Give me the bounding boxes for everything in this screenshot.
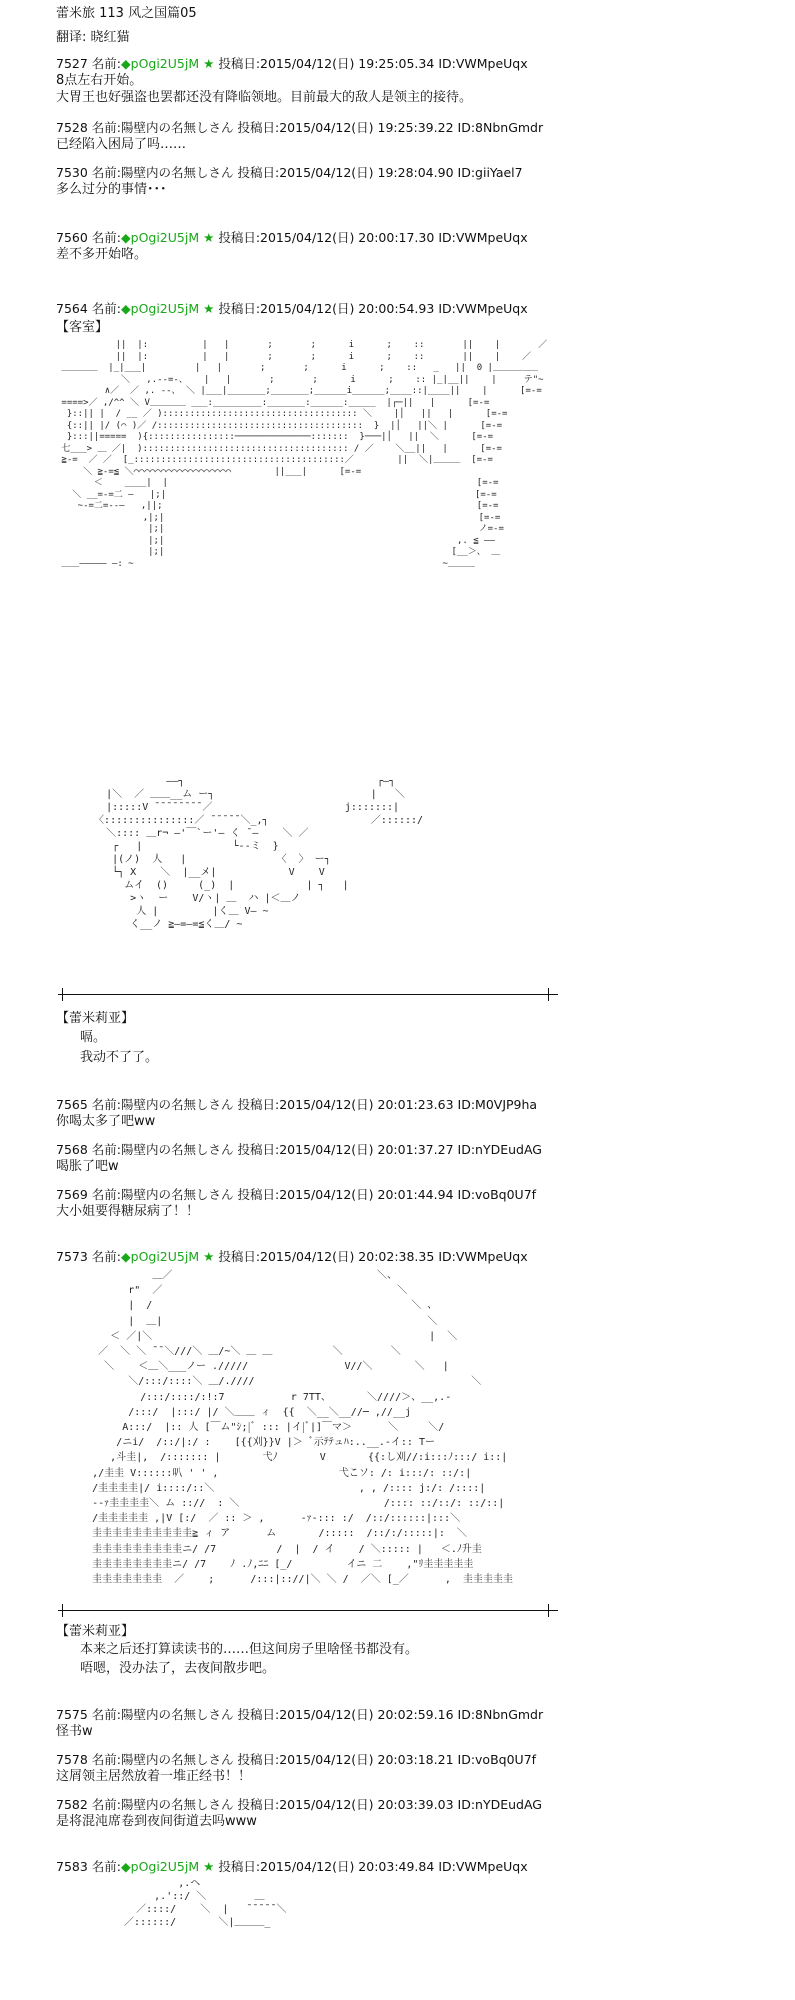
post-date: 投稿日:2015/04/12(日) 20:01:37.27 bbox=[237, 1142, 454, 1157]
post-number: 7573 bbox=[56, 1249, 88, 1264]
post-date: 投稿日:2015/04/12(日) 20:00:17.30 bbox=[218, 230, 435, 245]
divider-line bbox=[58, 1610, 558, 1611]
poster-name: 陽壁内の名無しさん bbox=[121, 165, 234, 180]
post-date: 投稿日:2015/04/12(日) 19:25:05.34 bbox=[218, 56, 435, 71]
post-date: 投稿日:2015/04/12(日) 20:02:59.16 bbox=[237, 1707, 454, 1722]
post-date: 投稿日:2015/04/12(日) 20:03:18.21 bbox=[237, 1752, 454, 1767]
ascii-art-remilia-closeup: ＿／ ＼、 r" ／ ＼ | / ＼ 、 | ＿| ＼ ＜ ／|＼ | ＼ ／ ＼ ＼ ̄ ̄ ＼///＼ ＿/~＼ ＿ ＿ ＼ ＼ ＼ ＜＿＼___ノー .///// V//＼ ＼ | ＼/:::/::::＼ ＿/.//// ＼ /:::/::::/:!:7 r 7TT、 ＼////＞、__,.- /:::/ |:::/ |/ ＼＿＿ ィ {{ ＼__＼__//─ ,//__j A:::/ |:: 人 [￣ム"ｼ;|ﾞ ::: |イ|ﾞ|]￣マ＞ ＼ ＼/ /ニi/ /::/|:/ : [{{刈}}V |＞ ﾞ示ﾃﾃュﾊ:..__.-イ:: Tー ,斗圭|, /::::::: | 弋ﾉ V {{:し刈//:i:::ﾉ:::/ i::| ,/圭圭 V::::::叭 ' ' , 弋こソ: /: i:::/: ::/:| /圭圭圭圭|/ i::::/::＼ , , /:::: j:/: /::::| --ｧ圭圭圭圭＼ ム ::// : ＼ /:::: ::/::/: ::/::| /圭圭圭圭圭 ,|V [:/ ／ :: ＞ , -ｧ-::: :/ /::/::::::|:::＼ 圭圭圭圭圭圭圭圭圭圭≧ ィ ア ム /::::: /::/:/:::::|: ＼ 圭圭圭圭圭圭圭圭圭ニ/ /7 / | / イ / ＼::::: | ＜.ﾉ升圭 圭圭圭圭圭圭圭圭ニ/ /7 ﾉ .ﾉ,ﾆﾆ [_/ イニ 二 ,"ﾘ圭圭圭圭圭 圭圭圭圭圭圭圭 ／ ; /:::|:://|＼ ＼ / ／＼ [_／ , 圭圭圭圭圭 bbox=[92, 1270, 513, 1586]
post-line: 这屑领主居然放着一堆正经书！！ bbox=[56, 1769, 252, 1784]
post-number: 7528 bbox=[56, 120, 88, 135]
post-line: 大胃王也好强盗也罢都还没有降临领地。目前最大的敌人是领主的接待。 bbox=[56, 90, 473, 105]
post-line: 大小姐要得糖尿病了！！ bbox=[56, 1204, 200, 1219]
post-header bbox=[56, 1187, 536, 1203]
poster-id: ID:nYDEudAG bbox=[457, 1797, 542, 1812]
ascii-art-room-scene: || |: | | ; ; i ; :: || | ／ || |: | | ; ; i ; :: || | ／ ＿＿＿＿ |_|___| | | ; ; i ; :: _ || 0 |＿＿＿＿＿ ＼ ,.--=-、 | | ; ; i ; :: |_|__|| | テ"~ ∧／ ／ ,. ‐-、 ＼ |___|_______;_______;______i______;____::|____|| | [=-= ====>／ ,/^^ ＼ V＿＿＿＿ ___:_________:_______:______:_____ |┌─|| | [=-= }::|| | / __ ／ ):::::::::::::::::::::::::::::::::::: ＼ |│ || | [=-= {::|| |/ (⌒ )／ /:::::::::::::::::::::::::::::::::::::: } |│ ||＼ | [=-= }:::||===== ){::::::::::::::::──────────────::::::: }───|│ || ＼ [=-= 七___> ＿ ／| ):::::::::::::::::::::::::::::::::::::: / ／ ＼__|| | [=-= ≧-= ／ ／ [_:::::::::::::::::::::::::::::::::::::::／ || ＼|＿＿＿ [=-= ＼ ≧-=≦ ＼⌒⌒⌒⌒⌒⌒⌒⌒⌒⌒⌒⌒⌒⌒⌒⌒⌒⌒ ||___| [=-= ＜ ____| | [=-= ＼ __=-=二 ― |;| [=-= ~-=二=--― ,||; [=-= ,|;| [=-= |;| ノ=-= |;| ,. ≦ ―― |;| [__＞、 ＿ ＿＿――――― ―: ~ ~＿＿＿ bbox=[61, 340, 548, 569]
star-icon: ★ bbox=[203, 1249, 215, 1264]
post-number: 7568 bbox=[56, 1142, 88, 1157]
poster-name: 陽壁内の名無しさん bbox=[121, 1187, 234, 1202]
poster-id: ID:VWMpeUqx bbox=[438, 1859, 528, 1874]
poster-name: 陽壁内の名無しさん bbox=[121, 120, 234, 135]
name-label: 名前: bbox=[91, 1707, 122, 1722]
post-header bbox=[56, 1797, 542, 1813]
post-number: 7583 bbox=[56, 1859, 88, 1874]
post-header bbox=[56, 1752, 536, 1768]
dialogue-line: 唔嗯，没办法了，去夜间散步吧。 bbox=[80, 1661, 276, 1676]
post-date: 投稿日:2015/04/12(日) 20:00:54.93 bbox=[218, 301, 435, 316]
poster-id: ID:8NbnGmdr bbox=[457, 120, 544, 135]
poster-id: ID:VWMpeUqx bbox=[438, 301, 528, 316]
poster-id: ID:8NbnGmdr bbox=[457, 1707, 544, 1722]
name-label: 名前: bbox=[91, 56, 122, 71]
post-number: 7564 bbox=[56, 301, 88, 316]
poster-name: 陽壁内の名無しさん bbox=[121, 1142, 234, 1157]
poster-id: ID:VWMpeUqx bbox=[438, 1249, 528, 1264]
post-line: 差不多开始咯。 bbox=[56, 247, 148, 262]
post-line: 是将混沌席卷到夜间街道去吗www bbox=[56, 1814, 257, 1829]
poster-id: ID:VWMpeUqx bbox=[438, 56, 528, 71]
dialogue-line: 嗝。 bbox=[80, 1030, 107, 1045]
name-label: 名前: bbox=[91, 1142, 122, 1157]
poster-id: ID:VWMpeUqx bbox=[438, 230, 528, 245]
divider-tick bbox=[548, 1604, 549, 1617]
page-title: 蕾米旅 113 风之国篇05 bbox=[56, 6, 197, 21]
name-label: 名前: bbox=[91, 1249, 122, 1264]
star-icon: ★ bbox=[203, 56, 215, 71]
poster-id: ID:giiYael7 bbox=[457, 165, 523, 180]
post-header bbox=[56, 230, 528, 246]
ascii-art-partial: ,.ヘ ,.'::/ ＼ ＿ ／::::/ ＼ | ̄ ̄ ̄ ̄ ̄ ＼ ／::::::/ ＼|＿＿＿_ bbox=[124, 1878, 287, 1928]
post-line: 喝胀了吧w bbox=[56, 1159, 119, 1174]
translator-credit: 翻译: 晓红猫 bbox=[56, 30, 130, 45]
name-label: 名前: bbox=[91, 1797, 122, 1812]
scene-label: 【客室】 bbox=[56, 320, 109, 335]
speaker-name: 【蕾米莉亚】 bbox=[56, 1624, 135, 1639]
poster-id: ID:nYDEudAG bbox=[457, 1142, 542, 1157]
post-date: 投稿日:2015/04/12(日) 20:01:23.63 bbox=[237, 1097, 454, 1112]
poster-name: 陽壁内の名無しさん bbox=[121, 1797, 234, 1812]
post-line: 已经陷入困局了吗…… bbox=[56, 137, 187, 152]
post-number: 7565 bbox=[56, 1097, 88, 1112]
poster-id: ID:voBq0U7f bbox=[457, 1187, 537, 1202]
post-number: 7575 bbox=[56, 1707, 88, 1722]
post-date: 投稿日:2015/04/12(日) 20:03:49.84 bbox=[218, 1859, 435, 1874]
post-header bbox=[56, 1097, 537, 1113]
post-date: 投稿日:2015/04/12(日) 20:03:39.03 bbox=[237, 1797, 454, 1812]
dialogue-line: 我动不了了。 bbox=[80, 1050, 159, 1065]
post-number: 7582 bbox=[56, 1797, 88, 1812]
post-number: 7530 bbox=[56, 165, 88, 180]
post-date: 投稿日:2015/04/12(日) 20:02:38.35 bbox=[218, 1249, 435, 1264]
post-header bbox=[56, 1707, 543, 1723]
name-label: 名前: bbox=[91, 301, 122, 316]
poster-trip: ◆pOgi2U5jM bbox=[121, 230, 200, 245]
poster-trip: ◆pOgi2U5jM bbox=[121, 1249, 200, 1264]
post-header bbox=[56, 301, 528, 317]
post-line: 你喝太多了吧ww bbox=[56, 1114, 156, 1129]
post-date: 投稿日:2015/04/12(日) 19:28:04.90 bbox=[237, 165, 454, 180]
post-header bbox=[56, 56, 528, 72]
poster-name: 陽壁内の名無しさん bbox=[121, 1097, 234, 1112]
post-line: 8点左右开始。 bbox=[56, 73, 143, 88]
poster-id: ID:M0VJP9ha bbox=[457, 1097, 538, 1112]
divider-tick bbox=[62, 988, 63, 1001]
poster-trip: ◆pOgi2U5jM bbox=[121, 301, 200, 316]
name-label: 名前: bbox=[91, 120, 122, 135]
divider-tick bbox=[548, 988, 549, 1001]
speaker-name: 【蕾米莉亚】 bbox=[56, 1011, 135, 1026]
post-header bbox=[56, 165, 523, 181]
divider-line bbox=[58, 994, 558, 995]
ascii-art-remilia-full: ――┐ ┌―┐ |＼ ／ ＿＿__ム ー┐ | ＼ |:::::V ̄ ̄ ̄ ̄ ̄ ̄ ̄ ̄ ／ j:::::::| 〈:::::::::::::::／ ̄ ̄ ̄ ̄ ̄ ＼_,┐ ／::::::/ ＼:::: ＿r¬ ―'￣`ー'― く ¯― ＼ ／ ┌ | └--ミ } |(ノ) 人 | 〈 〉 ー┐ └┐ X ＼ |__メ| V V ムイ () (_) | | ┐ | >ヽ ー V/ヽ| ＿ ハ |＜＿ノ 人 | |く＿ V― ~ く__ノ ≧―=―=≦く＿/ ~ bbox=[94, 776, 424, 930]
post-number: 7569 bbox=[56, 1187, 88, 1202]
name-label: 名前: bbox=[91, 165, 122, 180]
name-label: 名前: bbox=[91, 1859, 122, 1874]
post-line: 怪书w bbox=[56, 1724, 93, 1739]
post-header bbox=[56, 120, 543, 136]
name-label: 名前: bbox=[91, 230, 122, 245]
poster-trip: ◆pOgi2U5jM bbox=[121, 56, 200, 71]
post-header bbox=[56, 1859, 528, 1875]
post-header bbox=[56, 1249, 528, 1265]
star-icon: ★ bbox=[203, 301, 215, 316]
name-label: 名前: bbox=[91, 1097, 122, 1112]
divider-tick bbox=[62, 1604, 63, 1617]
post-date: 投稿日:2015/04/12(日) 20:01:44.94 bbox=[237, 1187, 454, 1202]
star-icon: ★ bbox=[203, 230, 215, 245]
poster-name: 陽壁内の名無しさん bbox=[121, 1707, 234, 1722]
dialogue-line: 本来之后还打算读读书的……但这间房子里啥怪书都没有。 bbox=[80, 1642, 419, 1657]
post-number: 7527 bbox=[56, 56, 88, 71]
post-number: 7578 bbox=[56, 1752, 88, 1767]
post-header bbox=[56, 1142, 542, 1158]
post-date: 投稿日:2015/04/12(日) 19:25:39.22 bbox=[237, 120, 454, 135]
name-label: 名前: bbox=[91, 1752, 122, 1767]
name-label: 名前: bbox=[91, 1187, 122, 1202]
poster-id: ID:voBq0U7f bbox=[457, 1752, 537, 1767]
poster-name: 陽壁内の名無しさん bbox=[121, 1752, 234, 1767]
post-line: 多么过分的事情･･･ bbox=[56, 182, 167, 197]
star-icon: ★ bbox=[203, 1859, 215, 1874]
post-number: 7560 bbox=[56, 230, 88, 245]
poster-trip: ◆pOgi2U5jM bbox=[121, 1859, 200, 1874]
